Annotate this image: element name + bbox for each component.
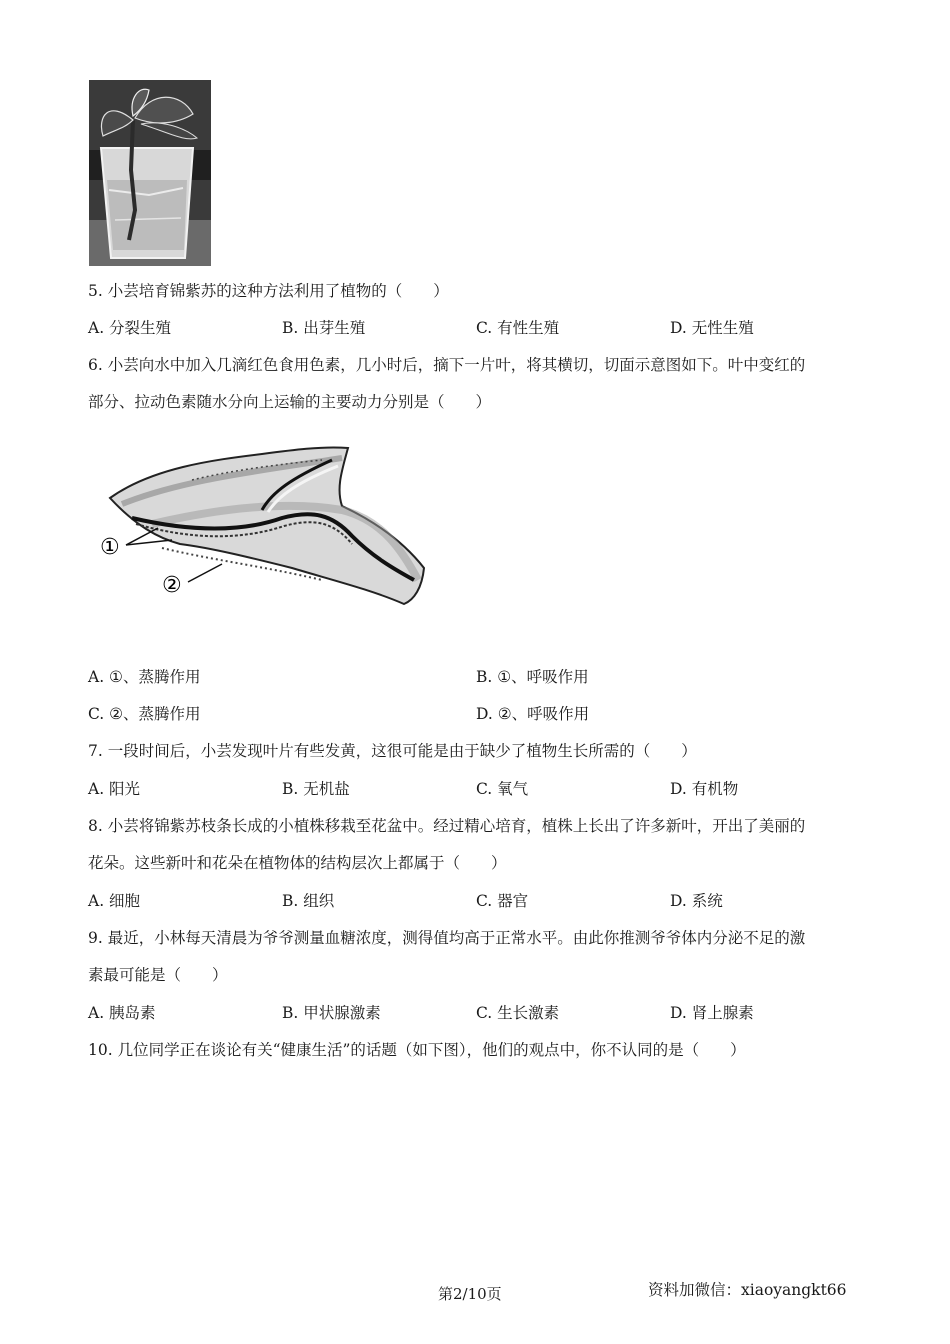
- q6-option-b[interactable]: B. ①、呼吸作用: [476, 668, 589, 686]
- question-7-stem: 7. 一段时间后，小芸发现叶片有些发黄，这很可能是由于缺少了植物生长所需的（ ）: [88, 742, 697, 760]
- q7-option-b[interactable]: B. 无机盐: [282, 780, 350, 798]
- wechat-note: 资料加微信：xiaoyangkt66: [648, 1281, 847, 1299]
- page-number: 第2/10页: [438, 1285, 502, 1303]
- q7-option-d[interactable]: D. 有机物: [670, 780, 739, 798]
- q5-option-d[interactable]: D. 无性生殖: [670, 319, 754, 337]
- question-6-stem-line1: 6. 小芸向水中加入几滴红色食用色素，几小时后，摘下一片叶，将其横切，切面示意图如下。叶中变红的: [88, 356, 806, 374]
- question-8-stem-line1: 8. 小芸将锦紫苏枝条长成的小植株移栽至花盆中。经过精心培育，植株上长出了许多新叶，开出了美丽的: [88, 817, 806, 835]
- q9-option-d[interactable]: D. 肾上腺素: [670, 1004, 754, 1022]
- question-5-stem: 5. 小芸培育锦紫苏的这种方法利用了植物的（ ）: [88, 282, 449, 300]
- plant-cutting-illustration: [89, 80, 211, 266]
- q6-option-a[interactable]: A. ①、蒸腾作用: [88, 668, 201, 686]
- label-2: ②: [162, 573, 182, 598]
- plant-cutting-photo: [89, 80, 211, 266]
- q7-option-a[interactable]: A. 阳光: [88, 780, 141, 798]
- q6-option-c[interactable]: C. ②、蒸腾作用: [88, 705, 201, 723]
- question-10-stem: 10. 几位同学正在谈论有关“健康生活”的话题（如下图），他们的观点中，你不认同的是（ ）: [88, 1041, 746, 1059]
- q8-option-b[interactable]: B. 组织: [282, 892, 335, 910]
- q8-option-a[interactable]: A. 细胞: [88, 892, 141, 910]
- question-6-stem-line2: 部分、拉动色素随水分向上运输的主要动力分别是（ ）: [88, 393, 492, 411]
- q8-option-c[interactable]: C. 器官: [476, 892, 529, 910]
- q9-option-b[interactable]: B. 甲状腺激素: [282, 1004, 381, 1022]
- q6-option-d[interactable]: D. ②、呼吸作用: [476, 705, 590, 723]
- q5-option-b[interactable]: B. 出芽生殖: [282, 319, 366, 337]
- label-1: ①: [100, 535, 120, 560]
- leaf-cross-section-figure: [92, 440, 432, 612]
- q5-option-a[interactable]: A. 分裂生殖: [88, 319, 172, 337]
- leaf-cross-section-illustration: [92, 440, 432, 612]
- q5-option-c[interactable]: C. 有性生殖: [476, 319, 560, 337]
- question-9-stem-line2: 素最可能是（ ）: [88, 966, 228, 984]
- question-9-stem-line1: 9. 最近，小林每天清晨为爷爷测量血糖浓度，测得值均高于正常水平。由此你推测爷爷体内分泌不足的激: [88, 929, 806, 947]
- q9-option-a[interactable]: A. 胰岛素: [88, 1004, 156, 1022]
- q8-option-d[interactable]: D. 系统: [670, 892, 723, 910]
- question-8-stem-line2: 花朵。这些新叶和花朵在植物体的结构层次上都属于（ ）: [88, 854, 507, 872]
- q9-option-c[interactable]: C. 生长激素: [476, 1004, 560, 1022]
- q7-option-c[interactable]: C. 氧气: [476, 780, 529, 798]
